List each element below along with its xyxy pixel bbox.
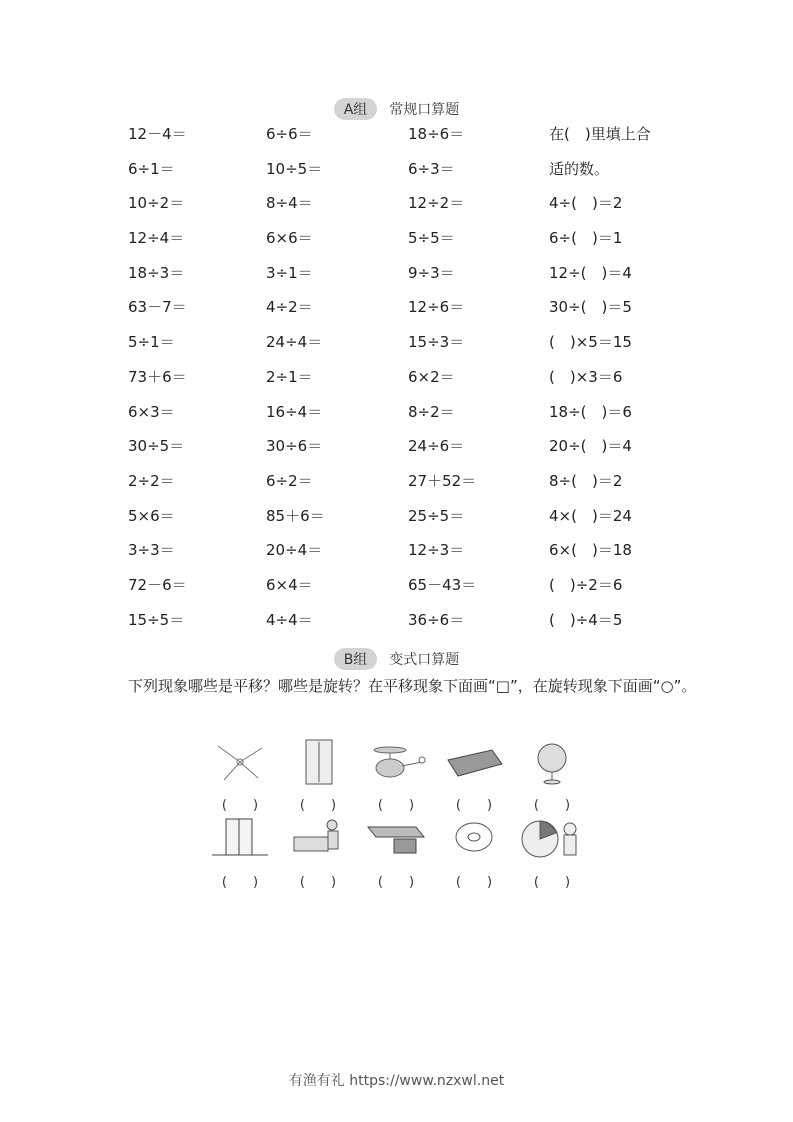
answer-parentheses[interactable]: ( )	[299, 875, 337, 890]
problem-cell: 20÷4＝	[266, 541, 323, 560]
problem-cell: 2÷1＝	[266, 367, 313, 386]
problem-cell: 85＋6＝	[266, 506, 325, 525]
answer-parentheses[interactable]: ( )	[455, 798, 493, 813]
section-b-header	[0, 648, 793, 670]
answer-parentheses[interactable]: ( )	[377, 875, 415, 890]
problem-cell: 20÷( )＝4	[549, 437, 632, 456]
picture-item	[205, 738, 275, 813]
answer-parentheses[interactable]: ( )	[455, 875, 493, 890]
problem-cell: 3÷3＝	[128, 541, 175, 560]
globe-icon	[517, 738, 587, 790]
problem-row	[128, 191, 688, 226]
section-a-title: 常规口算题	[389, 102, 460, 118]
section-b-badge: B组	[334, 648, 378, 670]
problem-cell: 15÷3＝	[408, 333, 465, 352]
problem-cell: 73＋6＝	[128, 367, 187, 386]
answer-parentheses[interactable]: ( )	[221, 875, 259, 890]
drawer-icon	[361, 815, 431, 867]
problem-cell: 6×3＝	[128, 402, 175, 421]
footer-watermark: 有渔有礼 https://www.nzxwl.net	[288, 1073, 505, 1089]
problem-cell: ( )÷2＝6	[549, 575, 623, 594]
problem-cell: 10÷2＝	[128, 194, 185, 213]
problem-cell: 6×2＝	[408, 367, 455, 386]
problem-row	[128, 261, 688, 296]
picture-item	[361, 815, 431, 890]
problem-row	[128, 608, 688, 643]
problem-cell: 5×6＝	[128, 506, 175, 525]
problem-cell: 6×4＝	[266, 575, 313, 594]
desk-person-icon	[283, 815, 353, 867]
problem-row	[128, 157, 688, 192]
answer-parentheses[interactable]: ( )	[533, 798, 571, 813]
problem-cell: 2÷2＝	[128, 471, 175, 490]
problem-cell: 8÷( )＝2	[549, 471, 623, 490]
problem-row	[128, 538, 688, 573]
sliding-door-icon	[205, 815, 275, 867]
problem-cell: ( )×3＝6	[549, 367, 623, 386]
problem-cell: 4÷( )＝2	[549, 194, 623, 213]
problem-row	[128, 434, 688, 469]
problem-cell: 适的数。	[549, 159, 610, 178]
problem-cell: 9÷3＝	[408, 263, 455, 282]
problem-cell: 在( )里填上合	[549, 125, 651, 143]
picture-item	[361, 738, 431, 813]
problem-cell: 24÷6＝	[408, 437, 465, 456]
problem-cell: 12÷6＝	[408, 298, 465, 317]
problem-row	[128, 330, 688, 365]
problem-cell: 12÷4＝	[128, 229, 185, 248]
problem-cell: 36÷6＝	[408, 610, 465, 629]
problem-cell: 27＋52＝	[408, 471, 477, 490]
section-b-title: 变式口算题	[389, 652, 460, 668]
problem-cell: 12÷( )＝4	[549, 263, 632, 282]
picture-item	[283, 738, 353, 813]
abacus-icon	[439, 738, 509, 790]
problem-cell: 4÷2＝	[266, 298, 313, 317]
instruction-text: 下列现象哪些是平移？哪些是旋转？在平移现象下面画“□”，在旋转现象下面画“○”。	[128, 677, 697, 695]
steering-wheel-icon	[439, 815, 509, 867]
problem-cell: 30÷5＝	[128, 437, 185, 456]
problem-cell: 4×( )＝24	[549, 506, 632, 525]
problem-cell: 6÷2＝	[266, 471, 313, 490]
windmill-icon	[205, 738, 275, 790]
problem-cell: 63－7＝	[128, 298, 187, 317]
picture-item	[517, 815, 587, 890]
problem-cell: 8÷4＝	[266, 194, 313, 213]
problem-cell: 5÷5＝	[408, 229, 455, 248]
problem-grid	[128, 122, 688, 642]
spinning-wheel-icon	[517, 815, 587, 867]
problem-cell: 8÷2＝	[408, 402, 455, 421]
problem-row	[128, 573, 688, 608]
problem-cell: 5÷1＝	[128, 333, 175, 352]
answer-parentheses[interactable]: ( )	[533, 875, 571, 890]
problem-cell: 6÷1＝	[128, 159, 175, 178]
answer-parentheses[interactable]: ( )	[299, 798, 337, 813]
section-a-header	[0, 98, 793, 120]
answer-parentheses[interactable]: ( )	[377, 798, 415, 813]
picture-item	[205, 815, 275, 890]
problem-cell: ( )÷4＝5	[549, 610, 623, 629]
problem-cell: 30÷6＝	[266, 437, 323, 456]
problem-cell: 12－4＝	[128, 125, 187, 143]
problem-cell: 18÷6＝	[408, 125, 465, 143]
problem-cell: 6×6＝	[266, 229, 313, 248]
problem-cell: 18÷3＝	[128, 263, 185, 282]
problem-cell: 72－6＝	[128, 575, 187, 594]
problem-cell: 16÷4＝	[266, 402, 323, 421]
helicopter-icon	[361, 738, 431, 790]
problem-cell: 24÷4＝	[266, 333, 323, 352]
problem-cell: 6×( )＝18	[549, 541, 632, 560]
problem-cell: 15÷5＝	[128, 610, 185, 629]
picture-item	[517, 738, 587, 813]
problem-cell: 12÷3＝	[408, 541, 465, 560]
problem-row	[128, 504, 688, 539]
problem-cell: 6÷3＝	[408, 159, 455, 178]
problem-cell: 25÷5＝	[408, 506, 465, 525]
picture-item	[283, 815, 353, 890]
problem-cell: 6÷6＝	[266, 125, 313, 143]
problem-cell: 12÷2＝	[408, 194, 465, 213]
problem-cell: 4÷4＝	[266, 610, 313, 629]
answer-parentheses[interactable]: ( )	[221, 798, 259, 813]
problem-row	[128, 226, 688, 261]
picture-item	[439, 738, 509, 813]
problem-row	[128, 122, 688, 157]
door-icon	[283, 738, 353, 790]
problem-cell: 65－43＝	[408, 575, 477, 594]
problem-cell: ( )×5＝15	[549, 333, 632, 352]
problem-cell: 3÷1＝	[266, 263, 313, 282]
picture-item	[439, 815, 509, 890]
section-a-badge: A组	[334, 98, 378, 120]
problem-cell: 18÷( )＝6	[549, 402, 632, 421]
problem-cell: 6÷( )＝1	[549, 229, 623, 248]
problem-row	[128, 365, 688, 400]
problem-row	[128, 469, 688, 504]
problem-row	[128, 295, 688, 330]
problem-cell: 10÷5＝	[266, 159, 323, 178]
problem-cell: 30÷( )＝5	[549, 298, 632, 317]
problem-row	[128, 400, 688, 435]
